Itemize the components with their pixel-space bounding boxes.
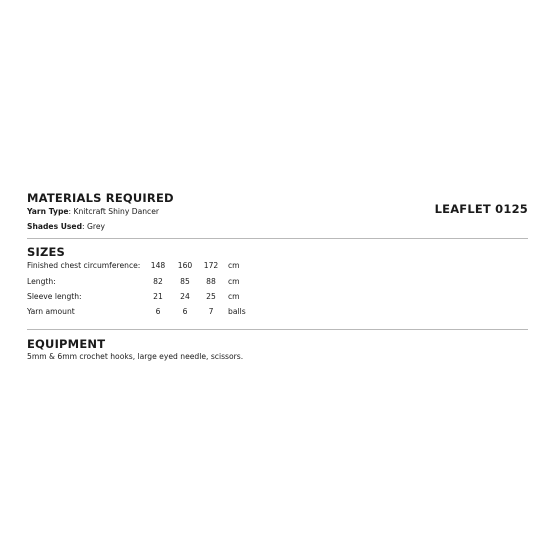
size-value-1: 148 (150, 261, 166, 270)
size-value-2: 24 (180, 292, 190, 301)
divider-sizes (27, 329, 528, 330)
shades-line (27, 222, 105, 232)
size-row-label: Length: (27, 277, 56, 286)
materials-heading: MATERIALS REQUIRED (27, 191, 174, 205)
equipment-heading: EQUIPMENT (27, 337, 106, 351)
leaflet-number: LEAFLET 0125 (434, 202, 528, 216)
size-value-1: 21 (153, 292, 163, 301)
shades-value: : Grey (82, 222, 106, 231)
size-value-2: 160 (177, 261, 193, 270)
equipment-text: 5mm & 6mm crochet hooks, large eyed needle, scissors. (27, 352, 244, 361)
size-value-2: 6 (182, 307, 188, 316)
size-row-label: Sleeve length: (27, 292, 82, 301)
size-value-2: 85 (180, 277, 190, 286)
size-value-1: 6 (155, 307, 161, 316)
size-unit: balls (228, 307, 246, 316)
size-unit: cm (228, 277, 240, 286)
sizes-heading: SIZES (27, 245, 66, 259)
divider-materials (27, 238, 528, 239)
size-value-1: 82 (153, 277, 163, 286)
size-value-3: 25 (206, 292, 216, 301)
yarn-type-value: : Knitcraft Shiny Dancer (68, 207, 160, 216)
size-value-3: 88 (206, 277, 216, 286)
size-unit: cm (228, 292, 240, 301)
size-value-3: 7 (208, 307, 214, 316)
size-row-label: Yarn amount (27, 307, 75, 316)
size-row-label: Finished chest circumference: (27, 261, 141, 270)
shades-label: Shades Used (27, 222, 83, 231)
yarn-type-label: Yarn Type (27, 207, 69, 216)
size-value-3: 172 (203, 261, 219, 270)
size-unit: cm (228, 261, 240, 270)
yarn-type-line (27, 207, 159, 217)
